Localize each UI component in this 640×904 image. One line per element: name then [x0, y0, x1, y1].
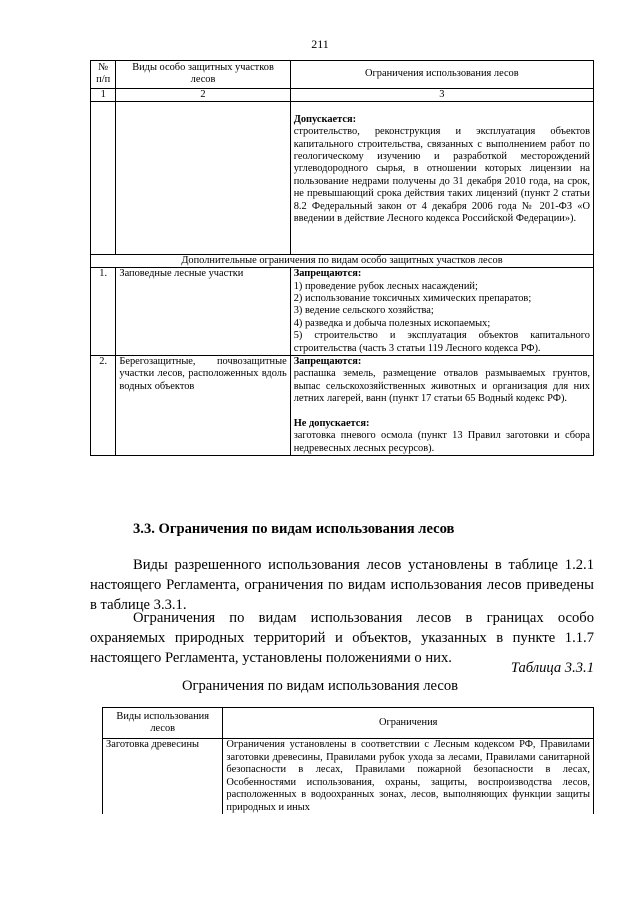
restriction-cell: [290, 101, 593, 254]
list-item: 2) использование токсичных химических препаратов;: [293, 293, 532, 305]
restriction-cell: [290, 356, 593, 456]
column-header-area-type: Виды особо защитных участков лесов: [116, 61, 290, 89]
column-number: 2: [116, 88, 290, 101]
table-row: [91, 268, 594, 356]
column-header-restrictions: Ограничения использования лесов: [290, 61, 593, 89]
prohibited-heading: Запрещаются:: [293, 356, 362, 368]
section-title: 3.3. Ограничения по видам использования лесов: [133, 521, 455, 537]
section-row-title: Дополнительные ограничения по видам особо защитных участков лесов: [91, 254, 594, 267]
list-item: 1) проведение рубок лесных насаждений;: [293, 280, 478, 292]
usage-type: Заготовка древесины: [103, 739, 223, 815]
restriction-text: Ограничения установлены в соответствии с Лесным кодексом РФ, Правилами заготовки древесины, Правилами рубок ухода за лесами, Правилами санитарной безопасности в лесах, Правилами пожарной безопасности в лесах, Особенностями использования, охраны, защиты, воспроизводства лесов, расположенных в водоохранных зонах, лесов, выполняющих функции защиты природных и иных: [223, 739, 594, 815]
table-header-row: [103, 708, 594, 739]
usage-restrictions-table: [102, 707, 594, 814]
empty-cell: [91, 101, 116, 254]
row-number: 1.: [91, 268, 116, 356]
table-row: [91, 101, 594, 254]
prohibited-text: распашка земель, размещение отвалов размываемых грунтов, выпас сельскохозяйственных животных и организация для них летних лагерей, ванн (пункт 17 статьи 65 Водный кодекс РФ).: [293, 368, 590, 405]
paragraph: Виды разрешенного использования лесов установлены в таблице 1.2.1 настоящего Регламента, ограничения по видам использования лесов приведены в таблице 3.3.1.: [90, 557, 594, 613]
not-allowed-text: заготовка пневого осмола (пункт 13 Правил заготовки и сбора недревесных лесных ресурсов).: [293, 430, 590, 454]
column-header-restrictions: Ограничения: [223, 708, 594, 739]
table-reference: Таблица 3.3.1: [510, 660, 594, 676]
column-number: 1: [91, 88, 116, 101]
list-item: 5) строительство и эксплуатация объектов капитального строительства (часть 3 статьи 119 Лесного кодекса РФ).: [293, 330, 590, 354]
empty-cell: [116, 101, 290, 254]
column-header-usage-type: Виды использования лесов: [103, 708, 223, 739]
row-number: 2.: [91, 356, 116, 456]
allowed-text: строительство, реконструкция и эксплуатация объектов капитального строительства, связанных с выполнением работ по геологическому изучению и разработкой месторождений углеводородного сырья, в отношении которых лицензии на пользование недрами получены до 31 декабря 2010 года, на срок, не превышающий срока действия таких лицензий (пункт 2 статьи 8.2 Федеральный закон от 4 декабря 2006 года № 201-ФЗ «О введении в действие Лесного кодекса Российской Федерации»).: [293, 126, 590, 225]
list-item: 3) ведение сельского хозяйства;: [293, 305, 434, 317]
column-number: 3: [290, 88, 593, 101]
area-type: Заповедные лесные участки: [116, 268, 290, 356]
section-row: [91, 254, 594, 267]
page-number: 211: [311, 37, 329, 51]
restrictions-table: [90, 60, 594, 456]
area-type: Берегозащитные, почвозащитные участки лесов, расположенных вдоль водных объектов: [116, 356, 290, 456]
table-row: [91, 356, 594, 456]
paragraph: Ограничения по видам использования лесов в границах особо охраняемых природных территорий и объектов, указанных в пункте 1.1.7 настоящего Регламента, установлены положениями о них.: [90, 610, 594, 666]
column-header-number: № п/п: [91, 61, 116, 89]
table-title: Ограничения по видам использования лесов: [181, 678, 459, 694]
list-item: 4) разведка и добыча полезных ископаемых;: [293, 317, 491, 329]
column-number-row: [91, 88, 594, 101]
allowed-heading: Допускается:: [293, 113, 357, 125]
table-header-row: [91, 61, 594, 89]
prohibited-heading: Запрещаются:: [293, 268, 362, 280]
restriction-cell: [290, 268, 593, 356]
table-row: [103, 739, 594, 815]
not-allowed-heading: Не допускается:: [293, 417, 370, 429]
